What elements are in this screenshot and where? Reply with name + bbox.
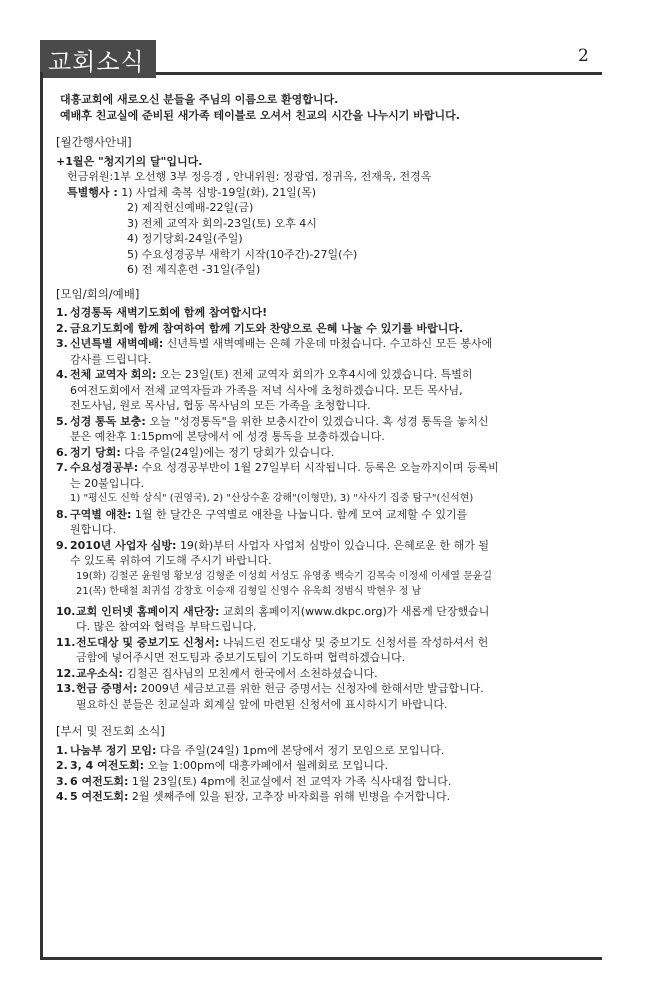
item-text: 분은 예찬후 1:15pm에 본당에서 에 성경 통독을 보충하겠습니다. [70,430,385,443]
item-text: 교회의 홈페이지(www.dkpc.org)가 새롭게 단장했습니 [222,604,490,618]
item-title: 성경통독 새벽기도회에 함께 참여합시다! [70,306,268,319]
item-title: 금요기도회에 함께 참여하여 함께 기도와 찬양으로 은혜 나눌 수 있기를 바랍니다. [70,321,464,335]
item-text: 다음 주일(24일) 1pm에 본당에서 정기 모임으로 모입니다. [159,743,445,757]
group-item [56,743,602,759]
event-item: 2) 제직헌신예배-22일(금) [127,201,254,214]
group-item [56,774,602,790]
monthly-theme: +1월은 "청지기의 달"입니다. [56,154,203,168]
item-text: 19(화)부터 사업자 사업처 심방이 있습니다. 은혜로운 한 해가 될 [179,538,490,552]
item-title: 교회 인터넷 홈페이지 새단장: [76,604,220,618]
meetings-heading: [모임/회의/예배] [56,286,140,301]
item-text: 필요하신 분들은 친교실과 회계실 앞에 마련된 신청서에 표시하시기 바랍니다. [76,697,448,711]
page-number: 2 [578,46,589,66]
item-text: 다. 많은 참여와 협력을 부탁드립니다. [76,620,257,633]
item-text: 수 있도록 위하여 기도해 주시기 바랍니다. [70,554,272,567]
item-number: 6. [56,445,68,459]
item-number: 3. [56,337,68,350]
item-title: 정기 당회: [70,445,121,459]
study-books: 1) "평신도 신학 상식" (권영국), 2) "산상수훈 강해"(이형만), 3) "사사기 집중 탐구"(신석현) [70,493,474,504]
monthly-heading: [월간행사안내] [56,135,132,149]
item-number: 3. [56,774,68,788]
event-item: 5) 수요성경공부 새학기 시작(10주간)-27일(수) [127,247,358,261]
item-number: 11. [56,635,76,649]
item-title: 교우소식: [76,666,123,680]
item-text: 금함에 넣어주시면 전도팀과 중보기도팀이 기도하며 협력하겠습니다. [76,651,406,664]
item-text: 2009년 세금보고를 위한 헌금 증명서는 신청자에 한해서만 발급합니다. [140,682,484,695]
item-number: 2. [56,759,68,772]
item-text: 원합니다. [70,523,117,536]
item-text: 다음 주일(24일)에는 정기 당회가 있습니다. [124,445,335,459]
item-text: 신년특별 새벽예배는 은혜 가운데 마쳤습니다. 수고하신 모든 봉사에 [166,337,493,350]
item-text: 전도사님, 원로 목사님, 협동 목사님의 모든 가족을 초청합니다. [70,399,371,412]
meeting-item [56,666,602,682]
visit-list-thu: 21(목) 한태철 최귀섭 강창호 이승재 김형일 신영수 유욱희 정범식 박현우 정 남 [76,586,422,597]
bulletin-content [56,92,602,805]
item-title: 5 여전도회: [70,790,129,803]
item-text: 나눠드린 전도대상 및 중보기도 신청서를 작성하셔서 헌 [222,635,489,649]
item-number: 12. [56,666,76,680]
event-item: 1) 사업체 축복 심방-19일(화), 21일(목) [121,185,317,199]
item-number: 5. [56,414,68,428]
item-text: 1월 한 달간은 구역별로 애찬을 나눕니다. 함께 모여 교제할 수 있기를 [134,507,468,521]
item-number: 4. [56,368,68,381]
item-text: 오는 23일(토) 전체 교역자 회의가 오후4시에 있겠습니다. 특별히 [159,368,473,381]
event-item: 3) 전체 교역자 회의-23일(토) 오후 4시 [127,216,317,230]
meeting-item [56,321,602,337]
item-title: 신년특별 새벽예배: [70,337,164,350]
item-text: 는 20불입니다. [70,476,145,490]
item-text: 김철곤 집사님의 모친께서 한국에서 소천하셨습니다. [126,666,378,680]
item-title: 성경 통독 보충: [70,414,146,428]
item-number: 13. [56,682,76,695]
section-title: 교회소식 [48,48,145,76]
meeting-item [56,367,602,414]
meeting-item [56,445,602,461]
meeting-item [56,604,602,635]
item-title: 구역별 애찬: [70,507,132,521]
item-number: 2. [56,321,68,335]
item-number: 7. [56,461,68,474]
meeting-item [56,305,602,321]
item-text: 오늘 "성경통독"을 위한 보충시간이 있겠습니다. 혹 성경 통독을 놓치신 [149,414,489,428]
meeting-item [56,336,602,367]
item-number: 8. [56,507,68,521]
item-text: 6여전도회에서 전체 교역자들과 가족을 저녁 식사에 초청하겠습니다. 모든 목사님, [70,383,463,397]
item-text: 감사를 드립니다. [70,352,152,366]
item-title: 2010년 사업자 심방: [70,538,177,552]
item-number: 1. [56,306,68,319]
item-title: 헌금 증명서: [76,682,138,695]
item-number: 10. [56,604,76,618]
visit-list-tue: 19(화) 김철곤 윤원영 황보성 김형준 이성희 서성도 유영종 백숙기 김목숙 이정세 이세열 문윤길 [76,570,493,582]
meeting-item [56,681,602,712]
event-item: 4) 정기당회-24일(주일) [127,232,243,245]
meeting-item [56,414,602,445]
item-title: 나눔부 정기 모임: [70,743,157,757]
monthly-committee: 헌금위원:1부 오선행 3부 정응경 , 안내위원: 정광엽, 정귀옥, 전재욱, 전경옥 [67,170,432,183]
item-text: 2월 셋째주에 있을 된장, 고추장 바자회를 위해 빈병을 수거합니다. [131,790,451,803]
groups-heading: [부서 및 전도회 소식] [56,724,165,738]
welcome-line-2: 예배후 친교실에 준비된 새가족 테이블로 오셔서 친교의 시간을 나누시기 바랍니다. [60,108,460,122]
item-title: 전도대상 및 중보기도 신청서: [76,635,220,649]
item-number: 1. [56,743,68,757]
item-title: 3, 4 여전도회: [70,759,145,772]
events-row-1 [56,185,602,201]
item-title: 수요성경공부: [70,461,139,474]
item-text: 오늘 1:00pm에 대흥카페에서 월례회로 모입니다. [147,759,389,772]
events-label: 특별행사 : [67,185,118,199]
item-text: 수요 성경공부반이 1월 27일부터 시작됩니다. 등록은 오늘까지이며 등록비 [141,461,499,474]
meeting-item [56,538,602,569]
item-number: 9. [56,538,68,552]
event-item: 6) 전 제직훈련 -31일(주일) [127,263,261,276]
item-title: 6 여전도회: [70,774,129,788]
item-number: 4. [56,790,68,803]
item-text: 1월 23일(토) 4pm에 친교실에서 전 교역자 가족 식사대접 합니다. [131,774,452,788]
bottom-border [40,957,602,960]
left-border [40,72,43,960]
group-item [56,789,602,805]
meeting-item [56,507,602,538]
welcome-line-1: 대흥교회에 새로오신 분들을 주님의 이름으로 환영합니다. [60,93,339,106]
meeting-item [56,460,602,491]
meeting-item [56,635,602,666]
group-item [56,758,602,774]
item-title: 전체 교역자 회의: [70,368,157,381]
